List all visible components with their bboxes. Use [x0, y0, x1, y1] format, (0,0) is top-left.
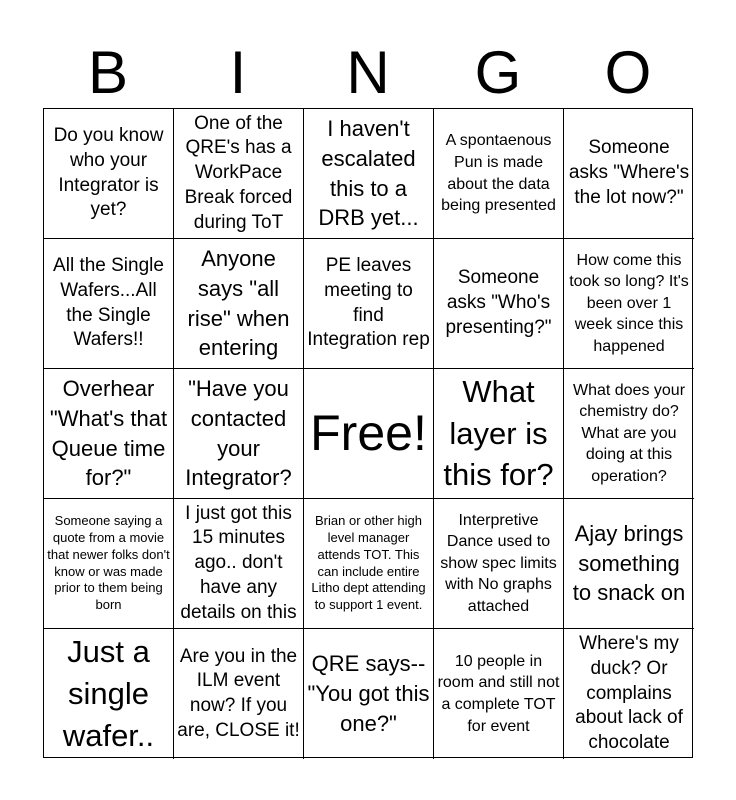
bingo-cell[interactable]: Interpretive Dance used to show spec limits with No graphs attached: [434, 499, 564, 629]
bingo-cell[interactable]: "Have you contacted your Integrator?: [174, 369, 304, 499]
header-letter-g: G: [474, 39, 522, 106]
bingo-header: [43, 40, 693, 106]
bingo-cell[interactable]: Brian or other high level manager attends TOT. This can include entire Litho dept attending to support 1 event.: [304, 499, 434, 629]
bingo-cell[interactable]: A spontaenous Pun is made about the data being presented: [434, 109, 564, 239]
bingo-cell[interactable]: Ajay brings something to snack on: [564, 499, 694, 629]
header-letter-b: B: [87, 39, 129, 106]
bingo-cell[interactable]: Just a single wafer..: [44, 629, 174, 759]
bingo-cell[interactable]: Where's my duck? Or complains about lack of chocolate: [575, 633, 683, 754]
free-space-cell[interactable]: Free!: [304, 369, 434, 499]
header-letter-n: N: [346, 39, 390, 106]
header-letter-i: I: [229, 39, 247, 106]
bingo-cell[interactable]: Someone asks "Who's presenting?": [434, 239, 564, 369]
bingo-cell[interactable]: Do you know who your Integrator is yet?: [44, 109, 174, 239]
bingo-cell[interactable]: I just got this 15 minutes ago.. don't have any details on this: [174, 499, 304, 629]
bingo-cell[interactable]: One of the QRE's has a WorkPace Break forced during ToT: [174, 109, 304, 239]
bingo-cell[interactable]: QRE says--"You got this one?": [304, 629, 434, 759]
bingo-cell[interactable]: What does your chemistry do? What are you doing at this operation?: [564, 369, 694, 499]
bingo-cell[interactable]: Anyone says "all rise" when entering: [174, 239, 304, 369]
bingo-cell[interactable]: What layer is this for?: [434, 369, 564, 499]
header-letter-o: O: [604, 39, 652, 106]
bingo-cell[interactable]: Someone saying a quote from a movie that newer folks don't know or was made prior to them being born: [44, 499, 174, 629]
bingo-cell[interactable]: How come this took so long? It's been over 1 week since this happened: [564, 239, 694, 369]
bingo-cell[interactable]: Are you in the ILM event now? If you are, CLOSE it!: [174, 629, 304, 759]
bingo-board: [43, 108, 693, 758]
bingo-cell[interactable]: All the Single Wafers...All the Single Wafers!!: [44, 239, 174, 369]
bingo-cell[interactable]: Overhear "What's that Queue time for?": [44, 369, 174, 499]
bingo-cell[interactable]: PE leaves meeting to find Integration rep: [304, 239, 434, 369]
bingo-cell[interactable]: I haven't escalated this to a DRB yet...: [304, 109, 434, 239]
bingo-cell[interactable]: 10 people in room and still not a complete TOT for event: [434, 629, 564, 759]
bingo-cell[interactable]: Someone asks "Where's the lot now?": [564, 109, 694, 239]
